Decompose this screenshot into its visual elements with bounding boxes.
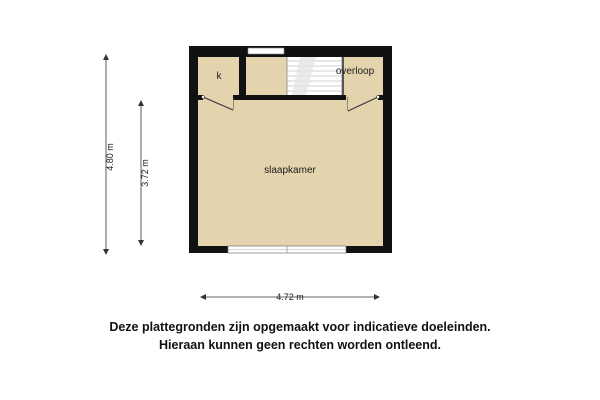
dimension-inner-height [138, 100, 150, 246]
disclaimer-line-2: Hieraan kunnen geen rechten worden ontleend. [159, 338, 441, 352]
dimension-outer-height [103, 54, 115, 255]
disclaimer-line-1: Deze plattegronden zijn opgemaakt voor indicatieve doeleinden. [109, 320, 491, 334]
dimension-label-outer-height: 4.80 m [105, 143, 115, 171]
skylight-window [248, 48, 284, 54]
dimension-width [200, 292, 380, 302]
room-label-closet: k [216, 71, 222, 82]
dimension-label-width: 4.72 m [276, 292, 304, 302]
bottom-window [228, 246, 346, 253]
dimension-label-inner-height: 3.72 m [140, 159, 150, 187]
room-label-landing: overloop [335, 66, 375, 77]
interior-wall-vertical [239, 57, 246, 100]
room-label-bedroom: slaapkamer [264, 165, 316, 176]
staircase [287, 57, 342, 95]
